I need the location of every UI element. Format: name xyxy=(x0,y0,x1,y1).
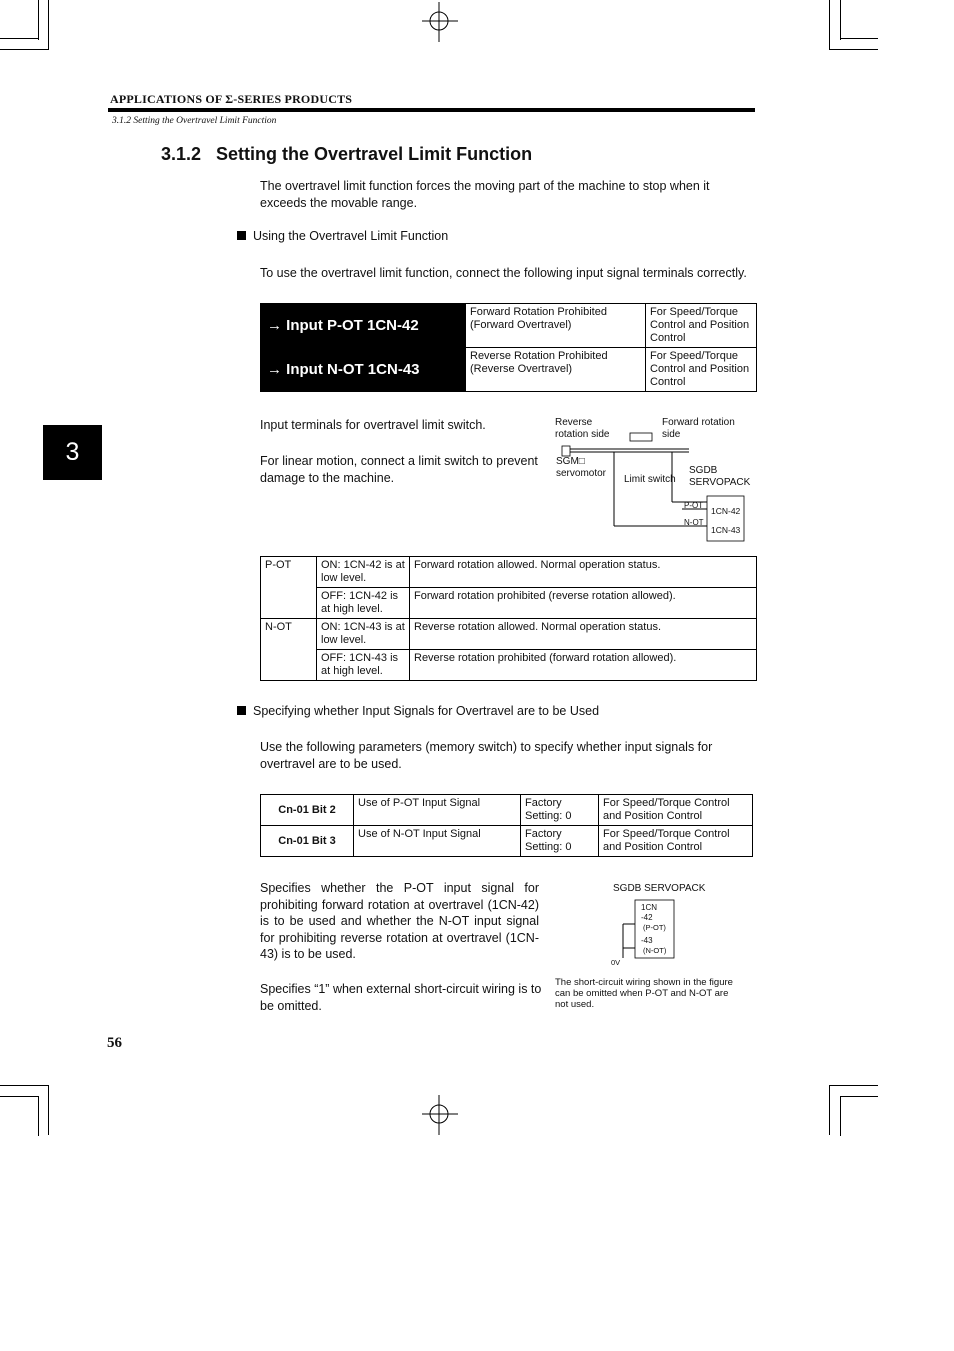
table-row xyxy=(261,304,757,348)
not-pin-label: (N-OT) xyxy=(643,946,667,955)
signal-mode-cell: For Speed/Torque Control and Position Control xyxy=(646,304,757,348)
crop-mark xyxy=(38,0,39,40)
crop-mark xyxy=(48,1085,49,1135)
bullet-heading-1 xyxy=(237,229,448,243)
crop-mark xyxy=(38,1096,39,1136)
registration-mark-icon xyxy=(420,1095,460,1135)
param-cell: Cn-01 Bit 2 xyxy=(261,795,354,826)
not-label: N-OT xyxy=(684,518,704,527)
bullet-label: Using the Overtravel Limit Function xyxy=(253,229,449,243)
parameter-table xyxy=(260,794,753,857)
zero-volt-label: 0V xyxy=(611,958,621,967)
signal-cell: → Input P-OT 1CN-42 xyxy=(261,304,466,348)
overtravel-diagram xyxy=(552,414,762,544)
table-row xyxy=(261,348,757,392)
crop-mark xyxy=(840,1096,841,1136)
status-state-cell: OFF: 1CN-42 is at high level. xyxy=(317,588,410,619)
pin42-label: -42 xyxy=(641,913,653,922)
cn43-label: 1CN-43 xyxy=(711,525,741,535)
bullet2-text: Use the following parameters (memory switch) to specify whether input signals for overtravel are to be used. xyxy=(260,740,713,771)
status-signal-cell: P-OT xyxy=(261,557,317,619)
crop-mark xyxy=(829,0,830,50)
crop-mark xyxy=(840,1096,878,1097)
crop-mark xyxy=(829,1085,878,1086)
table-row xyxy=(261,619,757,650)
signal-table xyxy=(260,303,757,392)
diagram-caption: The short-circuit wiring shown in the figure can be omitted when P-OT and N-OT are not used. xyxy=(555,977,733,1010)
status-state-cell: OFF: 1CN-43 is at high level. xyxy=(317,650,410,681)
crop-mark xyxy=(0,1096,38,1097)
param-cell: Cn-01 Bit 3 xyxy=(261,826,354,857)
status-desc-cell: Reverse rotation allowed. Normal operation status. xyxy=(410,619,757,650)
crop-mark xyxy=(840,38,878,39)
intro-paragraph: The overtravel limit function forces the moving part of the machine to stop when it exceeds the movable range. xyxy=(260,179,710,210)
crop-mark xyxy=(0,38,38,39)
forward-label: Forward rotation side xyxy=(662,417,735,440)
crop-mark xyxy=(0,49,49,50)
bullet-label: Specifying whether Input Signals for Overtravel are to be Used xyxy=(253,704,600,718)
param-desc-cell: Use of N-OT Input Signal xyxy=(354,826,521,857)
terminal-text-2: For linear motion, connect a limit switch to prevent damage to the machine. xyxy=(260,454,538,485)
status-table xyxy=(260,556,757,681)
servopack-title: SGDB SERVOPACK xyxy=(613,883,706,894)
status-desc-cell: Reverse rotation prohibited (forward rotation allowed). xyxy=(410,650,757,681)
table-row xyxy=(261,795,753,826)
table-row xyxy=(261,650,757,681)
crop-mark xyxy=(0,1085,49,1086)
param-mode-cell: For Speed/Torque Control and Position Control xyxy=(599,795,753,826)
spec-text-1: Specifies whether the P-OT input signal for prohibiting forward rotation at overtravel (1CN-42) is to be used and whether the N-OT input signal for prohibiting reverse rotation at overtravel (1CN-43) is to be used. xyxy=(260,881,539,961)
running-header-subtitle: 3.1.2 Setting the Overtravel Limit Function xyxy=(112,116,277,126)
short-circuit-diagram xyxy=(553,880,753,1020)
servopack-label: SGDB SERVOPACK xyxy=(689,465,751,488)
param-factory-cell: Factory Setting: 0 xyxy=(521,795,599,826)
signal-cell: → Input N-OT 1CN-43 xyxy=(261,348,466,392)
param-mode-cell: For Speed/Torque Control and Position Control xyxy=(599,826,753,857)
pot-label: P-OT xyxy=(684,501,704,510)
registration-mark-icon xyxy=(420,2,460,42)
chapter-tab: 3 xyxy=(43,425,102,480)
running-header-title: APPLICATIONS OF Σ-SERIES PRODUCTS xyxy=(110,92,353,106)
square-bullet-icon xyxy=(237,231,246,240)
crop-mark xyxy=(829,1085,830,1135)
spec-text-2: Specifies “1” when external short-circuit wiring is to be omitted. xyxy=(260,982,542,1013)
pot-pin-label: (P-OT) xyxy=(643,923,666,932)
servomotor-label: SGM□ servomotor xyxy=(556,456,607,479)
status-desc-cell: Forward rotation allowed. Normal operation status. xyxy=(410,557,757,588)
cn-label: 1CN xyxy=(641,903,658,912)
status-state-cell: ON: 1CN-43 is at low level. xyxy=(317,619,410,650)
crop-mark xyxy=(48,0,49,50)
signal-mode-cell: For Speed/Torque Control and Position Control xyxy=(646,348,757,392)
square-bullet-icon xyxy=(237,706,246,715)
table-row xyxy=(261,826,753,857)
crop-mark xyxy=(829,49,878,50)
signal-desc-cell: Forward Rotation Prohibited (Forward Overtravel) xyxy=(466,304,646,348)
section-title: 3.1.2 Setting the Overtravel Limit Function xyxy=(161,144,533,164)
terminal-text-1: Input terminals for overtravel limit switch. xyxy=(260,418,486,432)
page-number: 56 xyxy=(107,1035,122,1051)
param-desc-cell: Use of P-OT Input Signal xyxy=(354,795,521,826)
crop-mark xyxy=(840,0,841,40)
bullet-heading-2 xyxy=(237,704,599,718)
status-state-cell: ON: 1CN-42 is at low level. xyxy=(317,557,410,588)
status-signal-cell: N-OT xyxy=(261,619,317,681)
reverse-label: Reverse rotation side xyxy=(555,417,610,440)
limit-switch-label: Limit switch xyxy=(624,474,676,485)
param-factory-cell: Factory Setting: 0 xyxy=(521,826,599,857)
table-row xyxy=(261,588,757,619)
cn42-label: 1CN-42 xyxy=(711,506,741,516)
pin43-label: -43 xyxy=(641,936,653,945)
table-row xyxy=(261,557,757,588)
bullet1-text: To use the overtravel limit function, connect the following input signal terminals correctly. xyxy=(260,266,747,280)
header-rule xyxy=(108,108,755,112)
status-desc-cell: Forward rotation prohibited (reverse rotation allowed). xyxy=(410,588,757,619)
signal-desc-cell: Reverse Rotation Prohibited (Reverse Overtravel) xyxy=(466,348,646,392)
